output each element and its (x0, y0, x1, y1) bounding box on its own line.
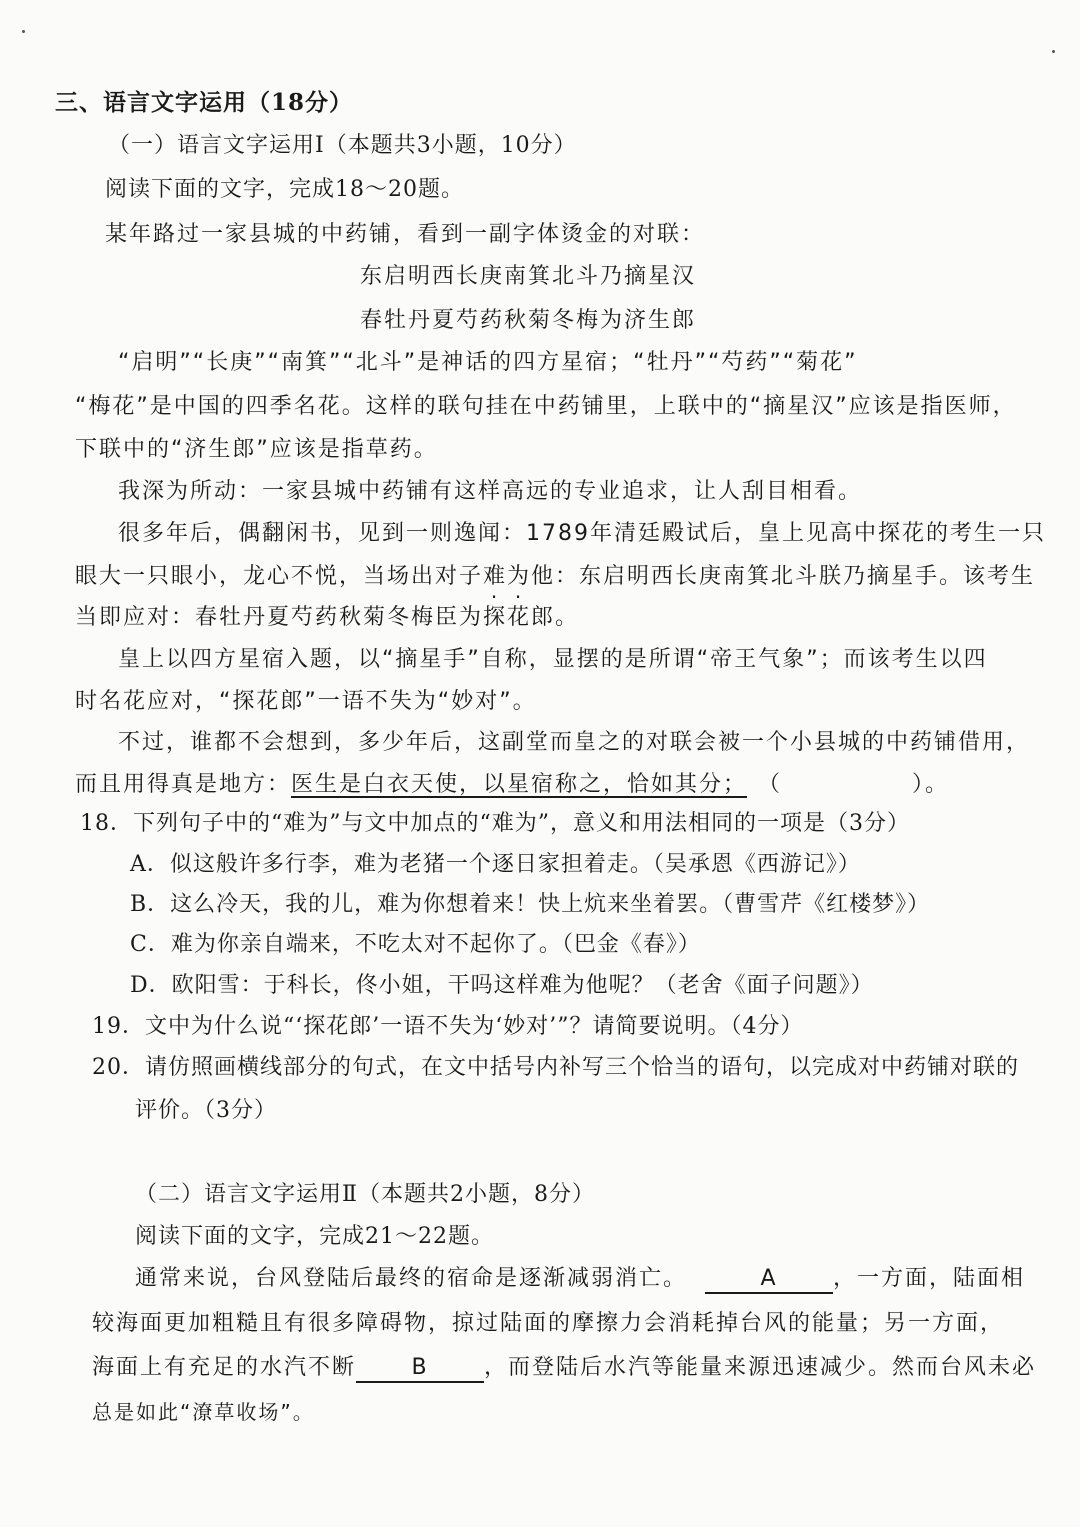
option-a: A．似这般许多行李，难为老猪一个逐日家担着走。（吴承恩《西游记》） (130, 852, 861, 877)
passage-line: 不过，谁都不会想到，多少年后，这副堂而皇之的对联会被一个小县城的中药铺借用， (118, 730, 1031, 755)
part2-heading: （二）语言文字运用Ⅱ（本题共2小题，8分） (135, 1182, 595, 1207)
passage-line: 较海面更加粗糙且有很多障碍物，掠过陆面的摩擦力会消耗掉台风的能量；另一方面， (92, 1311, 1005, 1336)
scan-speck (1052, 50, 1055, 53)
part2-instruction: 阅读下面的文字，完成21～22题。 (135, 1224, 494, 1249)
passage-line (75, 562, 1035, 592)
text-segment: 通常来说，台风登陆后最终的宿命是逐渐减弱消亡。 (135, 1266, 688, 1291)
passage-line: 当即应对：春牡丹夏芍药秋菊冬梅臣为探花郎。 (75, 605, 580, 630)
passage-line (92, 1353, 1036, 1383)
section-title: 三、语言文字运用（18分） (55, 89, 354, 116)
passage-paragraph: 某年路过一家县城的中药铺，看到一副字体烫金的对联： (105, 222, 706, 247)
option-b: B．这么冷天，我的儿，难为你想着来！快上炕来坐着罢。（曹雪芹《红楼梦》） (130, 892, 931, 917)
passage-line: “梅花”是中国的四季名花。这样的联句挂在中药铺里，上联中的“摘星汉”应该是指医师， (75, 394, 1017, 419)
option-d: D．欧阳雪：于科长，佟小姐，干吗这样难为他呢？（老舍《面子问题》） (130, 973, 874, 998)
couplet-upper: 东启明西长庚南箕北斗乃摘星汉 (360, 264, 697, 289)
text-segment: 海面上有充足的水汽不断 (92, 1355, 357, 1380)
passage-line: 总是如此“潦草收场”。 (92, 1400, 315, 1424)
passage-line: 时名花应对，“探花郎”一语不失为“妙对”。 (75, 689, 537, 714)
text-segment: 他：东启明西长庚南箕北斗朕乃摘星手。该考生 (531, 564, 1036, 589)
text-segment: ，一方面，陆面相 (833, 1266, 1026, 1291)
passage-line: 很多年后，偶翻闲书，见到一则逸闻：1789年清廷殿试后，皇上见高中探花的考生一只 (118, 521, 1046, 546)
text-segment: 眼大一只眼小，龙心不悦，当场出对子 (75, 564, 484, 589)
dotted-char: 难 (483, 564, 508, 589)
answer-bracket-close: ）。 (912, 772, 950, 797)
underlined-sentence: 医生是白衣天使，以星宿称之，恰如其分； (291, 772, 748, 797)
passage-line (75, 770, 949, 800)
answer-bracket-open: （ (769, 772, 783, 797)
couplet-lower: 春牡丹夏芍药秋菊冬梅为济生郎 (360, 308, 697, 333)
question-20: 20．请仿照画横线部分的句式，在文中括号内补写三个恰当的语句，以完成对中药铺对联的 (92, 1055, 1019, 1080)
part1-instruction: 阅读下面的文字，完成18～20题。 (105, 177, 464, 202)
blank-a: A (705, 1266, 833, 1294)
scan-speck (22, 30, 25, 33)
part1-heading: （一）语言文字运用Ⅰ（本题共3小题，10分） (108, 133, 577, 158)
question-19: 19．文中为什么说“‘探花郎’一语不失为‘妙对’”？请简要说明。（4分） (92, 1014, 804, 1039)
passage-line (135, 1264, 1025, 1294)
passage-line: “启明”“长庚”“南箕”“北斗”是神话的四方星宿；“牡丹”“芍药”“菊花” (118, 350, 858, 375)
question-18: 18．下列句子中的“难为”与文中加点的“难为”，意义和用法相同的一项是（3分） (80, 811, 910, 836)
question-20-cont: 评价。（3分） (135, 1098, 277, 1123)
passage-paragraph: 我深为所动：一家县城中药铺有这样高远的专业追求，让人刮目相看。 (118, 479, 863, 504)
blank-b: B (356, 1355, 484, 1383)
option-c: C．难为你亲自端来，不吃太对不起你了。（巴金《春》） (130, 932, 701, 957)
text-segment: ，而登陆后水汽等能量来源迅速减少。然而台风未必 (484, 1355, 1037, 1380)
passage-line: 下联中的“济生郎”应该是指草药。 (75, 437, 438, 462)
passage-line: 皇上以四方星宿入题，以“摘星手”自称，显摆的是所谓“帝王气象”；而该考生以四 (118, 647, 988, 672)
dotted-char: 为 (507, 564, 532, 589)
text-segment: 而且用得真是地方： (75, 772, 292, 797)
